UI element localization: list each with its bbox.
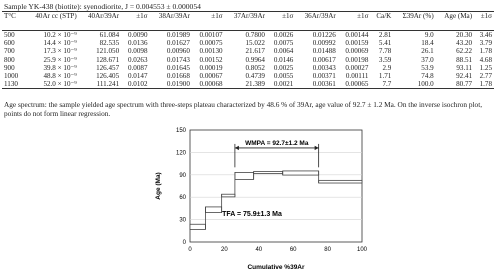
table-cell: 900	[4, 63, 15, 72]
table-cell: 700	[4, 47, 15, 56]
table-cell: 126.405	[96, 72, 120, 81]
table-cell: 17.3 × 10⁻⁹	[43, 47, 77, 56]
table-cell: 20.30	[456, 31, 473, 39]
table-cell: 0.00130	[199, 47, 223, 56]
plateau-arrow-left	[235, 146, 239, 150]
column-header: Age (Ma)	[436, 12, 474, 31]
table-cell: 2.9	[382, 63, 392, 72]
table-cell: 0.00617	[312, 55, 336, 64]
table-cell: 0.0090	[127, 31, 148, 39]
table-cell: 0.00075	[199, 39, 223, 48]
table-cell: 0.0026	[273, 31, 294, 39]
table-cell: 0.01668	[166, 72, 190, 81]
table-cell: 15.022	[245, 39, 265, 48]
table-cell: 2.81	[378, 31, 392, 39]
y-tick-label: 0	[182, 240, 186, 246]
table-cell: 0.00343	[312, 63, 336, 72]
column-header: ±1σ	[192, 12, 225, 31]
table-cell: 0.01989	[166, 31, 190, 39]
age-step-box	[190, 224, 205, 229]
age-step-box	[319, 180, 362, 183]
x-tick-label: 80	[324, 247, 331, 253]
table-row	[2, 80, 494, 89]
table-cell: 61.084	[99, 31, 120, 39]
plateau-arrow-right	[315, 146, 319, 150]
table-cell: 1000	[4, 72, 19, 81]
plateau-marker	[235, 140, 319, 167]
column-header: T°C	[2, 12, 24, 31]
table-cell: 3.79	[479, 39, 492, 48]
x-tick-label: 100	[356, 247, 368, 253]
table-cell: 10.2 × 10⁻⁹	[43, 31, 77, 39]
column-header: 40Ar/39Ar	[79, 12, 121, 31]
x-tick-label: 0	[188, 247, 192, 253]
table-cell: 800	[4, 55, 15, 64]
table-cell: 0.00144	[345, 31, 369, 39]
tfa-label: TFA = 75.9±1.3 Ma	[222, 211, 282, 218]
table-cell: 1130	[2, 80, 24, 89]
table-cell: 0.01645	[166, 63, 190, 72]
table-cell: 0.00159	[345, 39, 369, 48]
table-cell: 0.00111	[345, 72, 369, 81]
table-cell: 9.0	[424, 31, 434, 39]
table-cell: 2.77	[479, 72, 492, 81]
table-cell: 62.22	[456, 47, 473, 56]
table-cell: 0.01743	[166, 55, 190, 64]
table-cell: 0.00027	[345, 63, 369, 72]
table-cell: 7.78	[378, 47, 392, 56]
table-cell: 74.8	[421, 72, 434, 81]
column-header: 38Ar/39Ar	[150, 12, 192, 31]
table-cell: 0.8052	[245, 63, 265, 72]
table-cell: 48.8 × 10⁻⁹	[43, 72, 77, 81]
column-header: ±1σ	[338, 12, 371, 31]
table-cell: 0.00068	[192, 80, 225, 89]
table-cell: 0.00960	[166, 47, 190, 56]
table-cell: 0.0075	[273, 39, 294, 48]
table-cell: 0.00069	[345, 47, 369, 56]
table-cell: 1.25	[479, 63, 492, 72]
argon-data-table	[2, 11, 494, 89]
table-cell: 0.01900	[150, 80, 192, 89]
table-cell: 21.389	[225, 80, 267, 89]
y-tick-label: 30	[179, 217, 186, 224]
table-cell: 0.0055	[273, 72, 294, 81]
table-cell: 0.0263	[127, 55, 148, 64]
x-axis-label: Cumulative %39Ar	[247, 264, 305, 271]
x-tick-label: 40	[255, 247, 263, 253]
table-cell: 39.8 × 10⁻⁹	[43, 63, 77, 72]
table-cell: 21.617	[245, 47, 265, 56]
table-cell: 0.00107	[199, 31, 223, 39]
y-tick-label: 90	[179, 172, 186, 179]
table-cell: 0.00152	[199, 55, 223, 64]
age-spectrum-chart	[150, 124, 370, 274]
column-header: 36Ar/39Ar	[295, 12, 337, 31]
table-cell: 0.00361	[295, 80, 337, 89]
age-step-box	[254, 172, 283, 174]
table-cell: 121.050	[96, 47, 120, 56]
table-cell: 0.0087	[127, 63, 148, 72]
table-cell: 93.11	[456, 63, 473, 72]
table-cell: 7.7	[370, 80, 393, 89]
table-cell: 26.1	[421, 47, 434, 56]
column-header: ±1σ	[267, 12, 295, 31]
table-cell: 43.20	[456, 39, 473, 48]
plateau-label: WMPA = 92.7±1.2 Ma	[245, 139, 309, 147]
table-cell: 52.0 × 10⁻⁹	[24, 80, 79, 89]
table-header-row	[2, 12, 494, 31]
table-cell: 82.535	[99, 39, 120, 48]
table-cell: 0.00198	[345, 55, 369, 64]
column-header: ±1σ	[121, 12, 149, 31]
table-cell: 37.0	[421, 55, 434, 64]
age-step-box	[283, 171, 319, 175]
table-cell: 0.00019	[199, 63, 223, 72]
table-cell: 0.0102	[121, 80, 149, 89]
table-cell: 111.241	[79, 80, 121, 89]
y-tick-label: 150	[175, 128, 186, 134]
y-tick-label: 60	[179, 195, 186, 202]
x-tick-label: 20	[221, 247, 228, 253]
table-body	[2, 31, 494, 89]
column-header: Σ39Ar (%)	[393, 12, 435, 31]
age-step-box	[205, 207, 221, 213]
table-cell: 3.59	[378, 55, 392, 64]
table-cell: 600	[4, 39, 15, 48]
table-row	[2, 72, 494, 80]
table-cell: 88.51	[456, 55, 473, 64]
table-cell: 0.4739	[245, 72, 265, 81]
table-cell: 0.7800	[245, 31, 265, 39]
table-row	[2, 56, 494, 64]
age-step-box	[222, 194, 235, 197]
age-steps	[190, 171, 362, 229]
table-cell: 3.46	[479, 31, 492, 39]
table-cell: 0.0146	[273, 55, 294, 64]
table-cell: 0.0021	[267, 80, 295, 89]
table-cell: 80.77	[436, 80, 474, 89]
table-cell: 14.4 × 10⁻⁹	[43, 39, 77, 48]
column-header: 40Ar cc (STP)	[24, 12, 79, 31]
table-cell: 0.00992	[312, 39, 336, 48]
table-caption: Sample YK-438 (biotite): syenodiorite, J = 0.004553 ± 0.000054	[4, 2, 201, 11]
table-cell: 1.78	[474, 80, 494, 89]
table-cell: 0.01226	[312, 31, 336, 39]
table-row	[2, 39, 494, 47]
table-cell: 4.68	[479, 55, 492, 64]
table-cell: 0.0136	[127, 39, 148, 48]
table-cell: 128.671	[96, 55, 120, 64]
age-step-box	[235, 172, 254, 179]
table-cell: 25.9 × 10⁻⁹	[43, 55, 77, 64]
table-cell: 0.00371	[312, 72, 336, 81]
column-header: Ca/K	[370, 12, 393, 31]
table-cell: 0.01488	[312, 47, 336, 56]
table-row	[2, 47, 494, 55]
table-row	[2, 31, 494, 40]
column-header: 37Ar/39Ar	[225, 12, 267, 31]
column-header: ±1σ	[474, 12, 494, 31]
table-cell: 1.78	[479, 47, 492, 56]
table-cell: 0.00067	[199, 72, 223, 81]
table-cell: 0.01627	[166, 39, 190, 48]
y-tick-label: 120	[175, 150, 186, 157]
table-cell: 0.0064	[273, 47, 294, 56]
table-cell: 0.00065	[338, 80, 371, 89]
table-cell: 126.457	[96, 63, 120, 72]
table-cell: 500	[4, 31, 15, 39]
table-cell: 0.0025	[273, 63, 294, 72]
table-cell: 18.4	[421, 39, 434, 48]
table-cell: 100.0	[393, 80, 435, 89]
table-cell: 0.0147	[127, 72, 148, 81]
table-row	[2, 64, 494, 72]
table-cell: 53.9	[421, 63, 434, 72]
table-cell: 0.0098	[127, 47, 148, 56]
table-cell: 5.41	[378, 39, 392, 48]
table-cell: 1.71	[378, 72, 392, 81]
table-cell: 92.41	[456, 72, 473, 81]
age-spectrum-note: Age spectrum: the sample yielded age spectrum with three-steps plateau characterized by 48.6 % of 39Ar, age value of 92.7 ± 1.2 Ma. On the inverse isochron plot, points do not form linear regression.	[4, 100, 483, 118]
x-tick-label: 60	[289, 247, 297, 253]
table-cell: 0.9964	[245, 55, 265, 64]
y-axis-label: Age (Ma)	[155, 172, 162, 200]
